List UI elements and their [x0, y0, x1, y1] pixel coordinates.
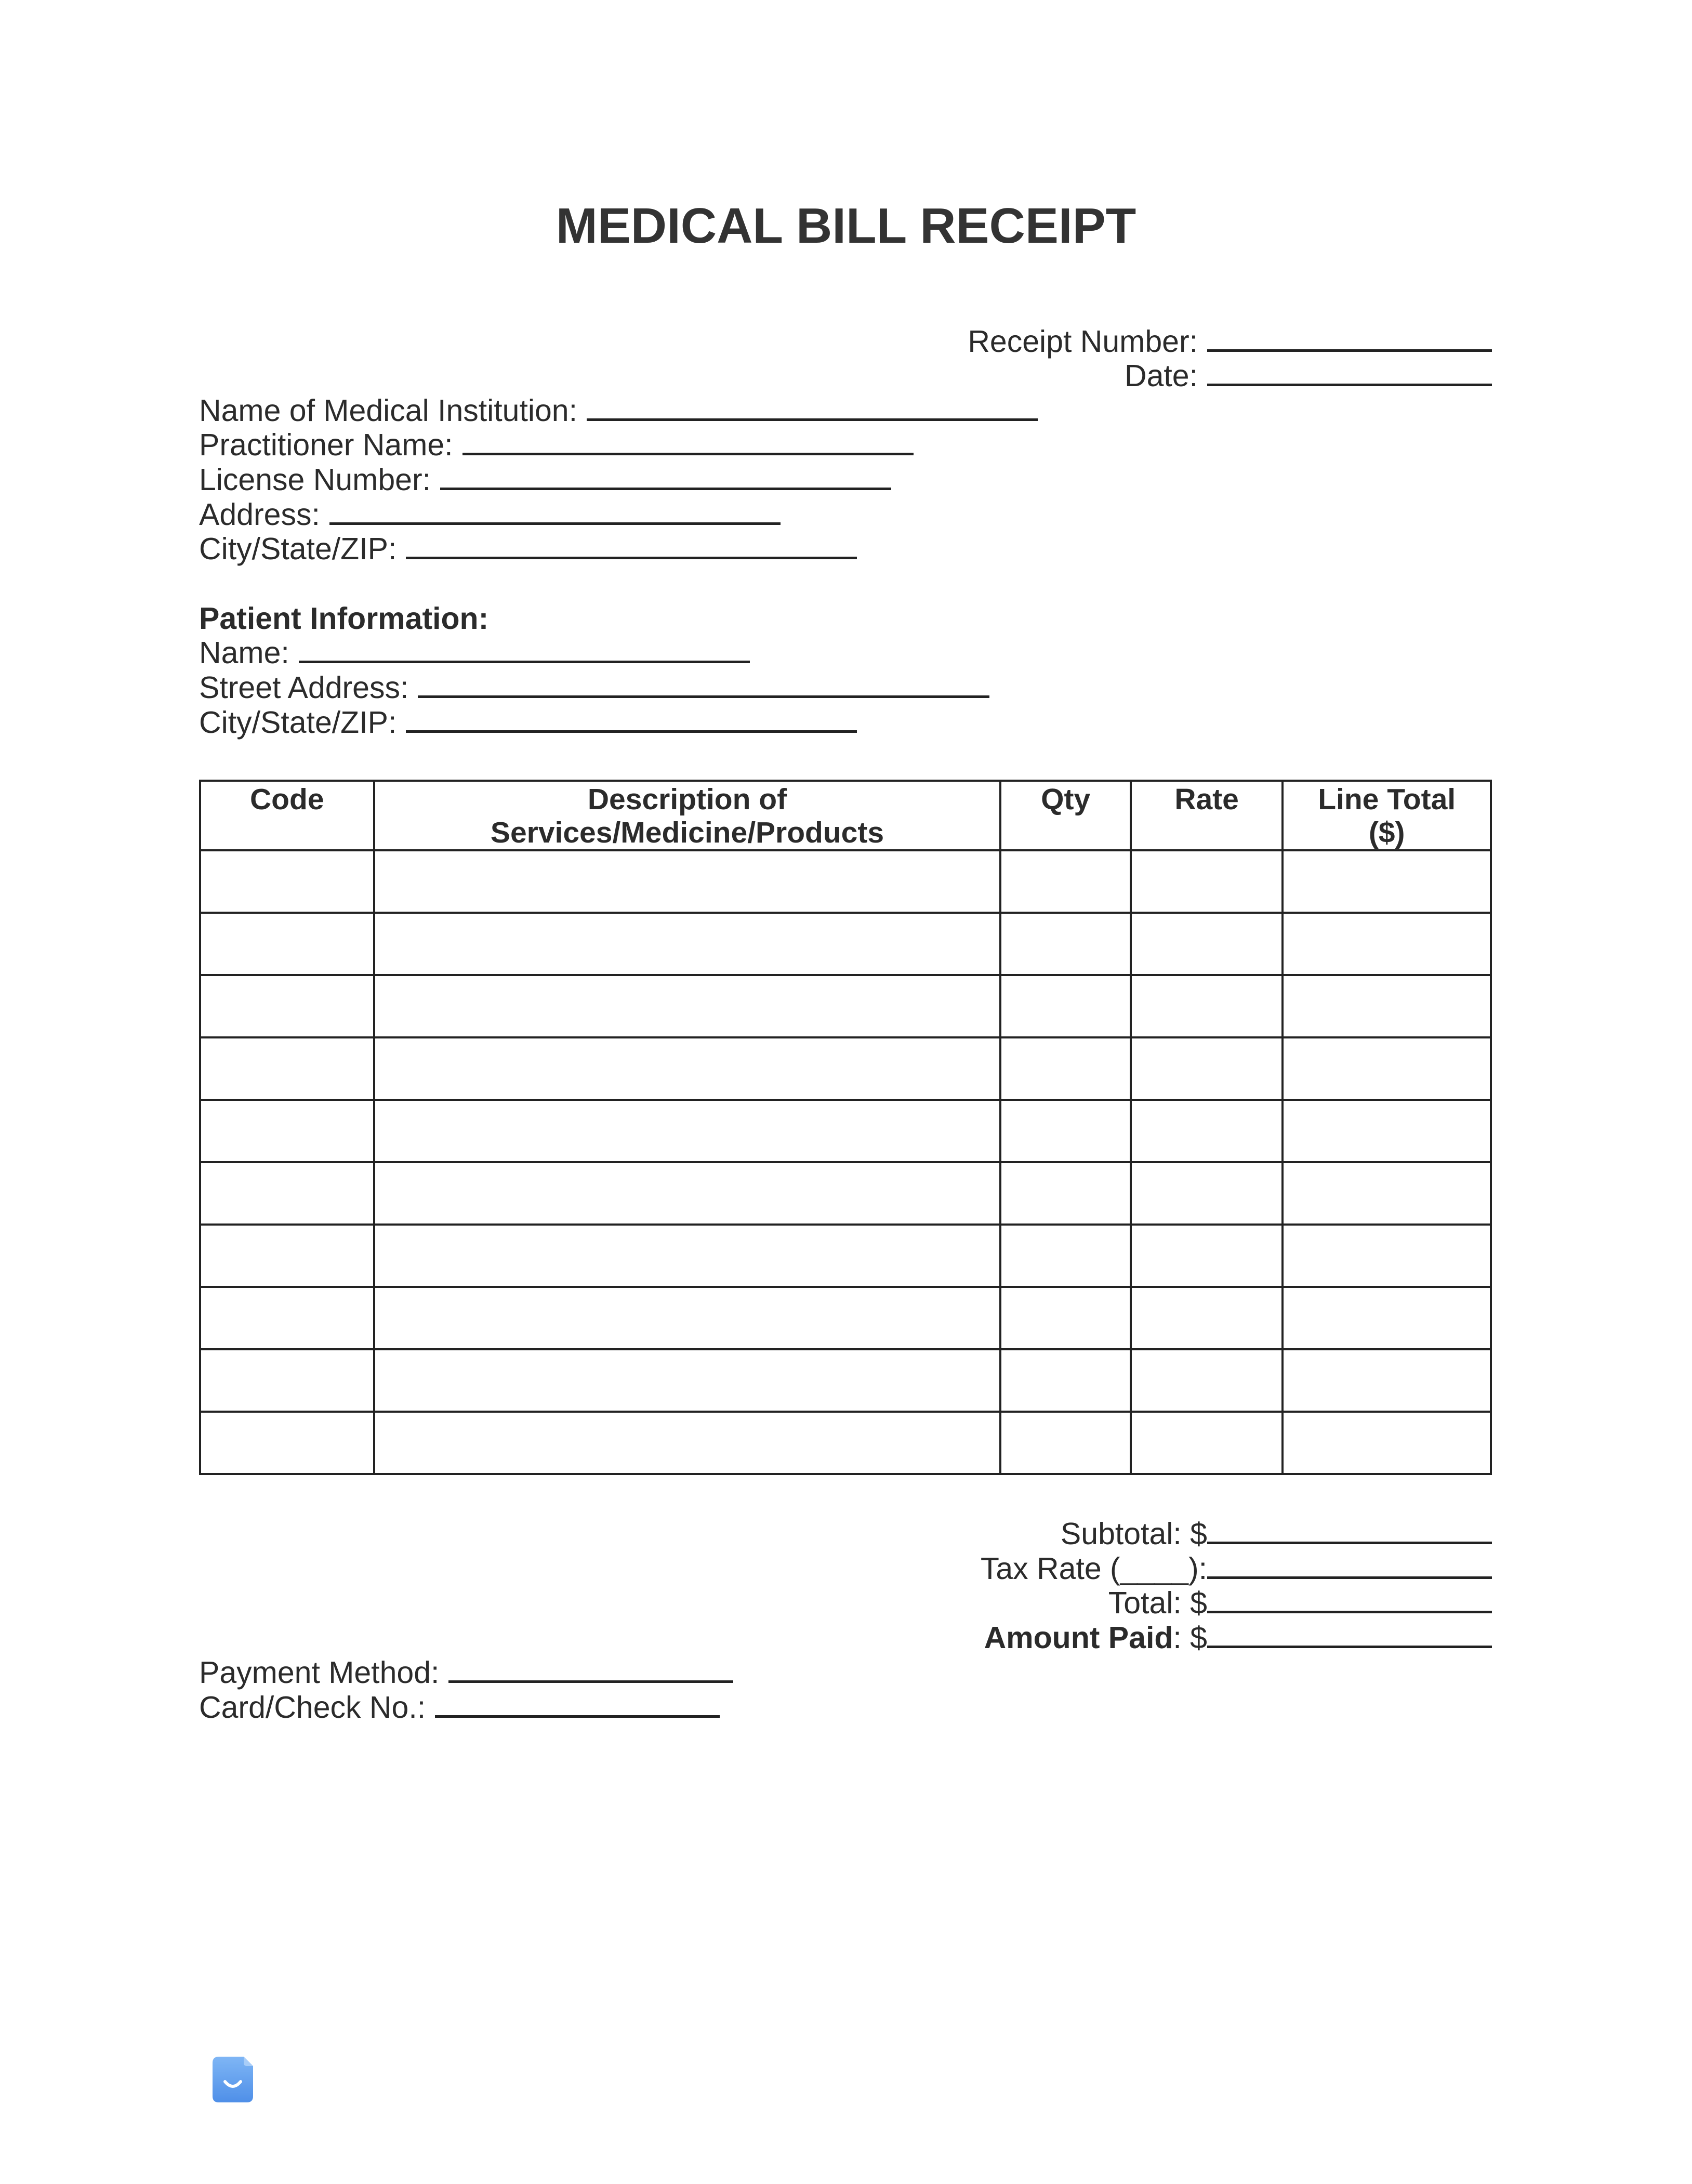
header-line-total-line2: ($)	[1368, 816, 1405, 849]
table-body	[200, 850, 1491, 1474]
table-row	[200, 1100, 1491, 1162]
amount-paid-line	[984, 1621, 1492, 1655]
cell-rate[interactable]	[1131, 1225, 1283, 1287]
cell-description[interactable]	[374, 1037, 1001, 1100]
cell-rate[interactable]	[1131, 1412, 1283, 1474]
cell-code[interactable]	[200, 1037, 374, 1100]
cell-description[interactable]	[374, 1349, 1001, 1412]
header-rate-label: Rate	[1174, 783, 1239, 816]
subtotal-label: Subtotal: $	[1060, 1517, 1207, 1551]
license-number-line	[199, 463, 891, 497]
cell-description[interactable]	[374, 975, 1001, 1037]
patient-street-address-field[interactable]	[418, 672, 989, 698]
patient-city-state-zip-line	[199, 705, 857, 740]
patient-name-field[interactable]	[299, 637, 750, 663]
subtotal-field[interactable]	[1207, 1518, 1492, 1544]
cell-rate[interactable]	[1131, 975, 1283, 1037]
cell-line-total[interactable]	[1283, 975, 1491, 1037]
cell-line-total[interactable]	[1283, 1412, 1491, 1474]
amount-paid-suffix: : $	[1173, 1621, 1207, 1655]
cell-description[interactable]	[374, 1162, 1001, 1225]
header-description-line1: Description of	[587, 783, 787, 816]
date-label: Date:	[1124, 359, 1198, 393]
table-row	[200, 850, 1491, 913]
cell-rate[interactable]	[1131, 1349, 1283, 1412]
cell-line-total[interactable]	[1283, 1349, 1491, 1412]
header-code	[200, 781, 374, 850]
amount-paid-label: Amount Paid	[984, 1621, 1173, 1655]
patient-name-line	[199, 636, 750, 670]
practitioner-name-field[interactable]	[462, 429, 914, 455]
practitioner-name-label: Practitioner Name:	[199, 428, 453, 462]
cell-code[interactable]	[200, 1100, 374, 1162]
table-row	[200, 1287, 1491, 1349]
cell-qty[interactable]	[1000, 913, 1130, 975]
practitioner-name-line	[199, 428, 914, 463]
page-title: MEDICAL BILL RECEIPT	[556, 198, 1136, 254]
cell-line-total[interactable]	[1283, 1225, 1491, 1287]
header-description	[374, 781, 1001, 850]
cell-line-total[interactable]	[1283, 850, 1491, 913]
receipt-number-field[interactable]	[1207, 325, 1492, 352]
receipt-number-line	[968, 324, 1492, 359]
cell-qty[interactable]	[1000, 1349, 1130, 1412]
address-field[interactable]	[329, 498, 781, 525]
date-line	[1125, 359, 1492, 393]
cell-code[interactable]	[200, 1225, 374, 1287]
document-smile-icon	[212, 2056, 254, 2103]
header-rate	[1131, 781, 1283, 850]
header-line-total-line1: Line Total	[1318, 783, 1456, 816]
table-header-row	[200, 781, 1491, 850]
institution-city-state-zip-label: City/State/ZIP:	[199, 532, 397, 566]
cell-line-total[interactable]	[1283, 1100, 1491, 1162]
cell-rate[interactable]	[1131, 1287, 1283, 1349]
cell-line-total[interactable]	[1283, 913, 1491, 975]
cell-line-total[interactable]	[1283, 1037, 1491, 1100]
cell-code[interactable]	[200, 850, 374, 913]
header-qty	[1000, 781, 1130, 850]
header-line-total	[1283, 781, 1491, 850]
receipt-number-label: Receipt Number:	[968, 324, 1198, 359]
table-row	[200, 1162, 1491, 1225]
table-row	[200, 1349, 1491, 1412]
payment-method-label: Payment Method:	[199, 1655, 440, 1690]
institution-name-field[interactable]	[587, 394, 1038, 421]
cell-line-total[interactable]	[1283, 1162, 1491, 1225]
cell-rate[interactable]	[1131, 850, 1283, 913]
payment-method-field[interactable]	[448, 1656, 733, 1683]
license-number-label: License Number:	[199, 463, 431, 497]
cell-description[interactable]	[374, 1225, 1001, 1287]
cell-qty[interactable]	[1000, 1287, 1130, 1349]
cell-description[interactable]	[374, 913, 1001, 975]
cell-qty[interactable]	[1000, 1162, 1130, 1225]
cell-qty[interactable]	[1000, 1225, 1130, 1287]
items-table	[199, 780, 1492, 1475]
header-description-line2: Services/Medicine/Products	[490, 816, 884, 849]
cell-qty[interactable]	[1000, 975, 1130, 1037]
institution-city-state-zip-line	[199, 532, 857, 567]
table-row	[200, 1037, 1491, 1100]
cell-qty[interactable]	[1000, 1037, 1130, 1100]
tax-rate-label: Tax Rate (____):	[980, 1551, 1207, 1586]
cell-code[interactable]	[200, 1349, 374, 1412]
cell-rate[interactable]	[1131, 1162, 1283, 1225]
date-field[interactable]	[1207, 360, 1492, 386]
cell-qty[interactable]	[1000, 1100, 1130, 1162]
patient-name-label: Name:	[199, 636, 289, 670]
tax-rate-line	[981, 1551, 1492, 1586]
cell-code[interactable]	[200, 913, 374, 975]
cell-code[interactable]	[200, 1162, 374, 1225]
tax-rate-field[interactable]	[1207, 1553, 1492, 1579]
patient-street-address-label: Street Address:	[199, 670, 409, 705]
cell-rate[interactable]	[1131, 913, 1283, 975]
patient-city-state-zip-label: City/State/ZIP:	[199, 705, 397, 740]
cell-qty[interactable]	[1000, 850, 1130, 913]
card-check-no-label: Card/Check No.:	[199, 1690, 426, 1725]
table-row	[200, 1412, 1491, 1474]
patient-street-address-line	[199, 670, 989, 705]
cell-code[interactable]	[200, 1412, 374, 1474]
address-line	[199, 497, 781, 532]
cell-code[interactable]	[200, 1287, 374, 1349]
institution-name-label: Name of Medical Institution:	[199, 393, 577, 428]
patient-city-state-zip-field[interactable]	[406, 706, 857, 733]
table-row	[200, 1225, 1491, 1287]
total-field[interactable]	[1207, 1587, 1492, 1613]
cell-description[interactable]	[374, 1100, 1001, 1162]
subtotal-line	[1061, 1517, 1492, 1551]
cell-description[interactable]	[374, 850, 1001, 913]
cell-qty[interactable]	[1000, 1412, 1130, 1474]
total-line	[1108, 1586, 1492, 1621]
card-check-no-field[interactable]	[435, 1691, 720, 1718]
cell-description[interactable]	[374, 1287, 1001, 1349]
amount-paid-field[interactable]	[1207, 1622, 1492, 1648]
institution-city-state-zip-field[interactable]	[406, 533, 857, 559]
cell-rate[interactable]	[1131, 1037, 1283, 1100]
address-label: Address:	[199, 497, 320, 532]
table-row	[200, 913, 1491, 975]
institution-name-line	[199, 393, 1038, 428]
header-qty-label: Qty	[1041, 783, 1091, 816]
table-row	[200, 975, 1491, 1037]
total-label: Total: $	[1108, 1586, 1207, 1620]
cell-rate[interactable]	[1131, 1100, 1283, 1162]
cell-code[interactable]	[200, 975, 374, 1037]
license-number-field[interactable]	[440, 464, 891, 490]
header-code-label: Code	[250, 783, 324, 816]
cell-description[interactable]	[374, 1412, 1001, 1474]
card-check-no-line	[199, 1690, 720, 1725]
patient-info-heading: Patient Information:	[199, 601, 489, 636]
payment-method-line	[199, 1655, 733, 1690]
cell-line-total[interactable]	[1283, 1287, 1491, 1349]
